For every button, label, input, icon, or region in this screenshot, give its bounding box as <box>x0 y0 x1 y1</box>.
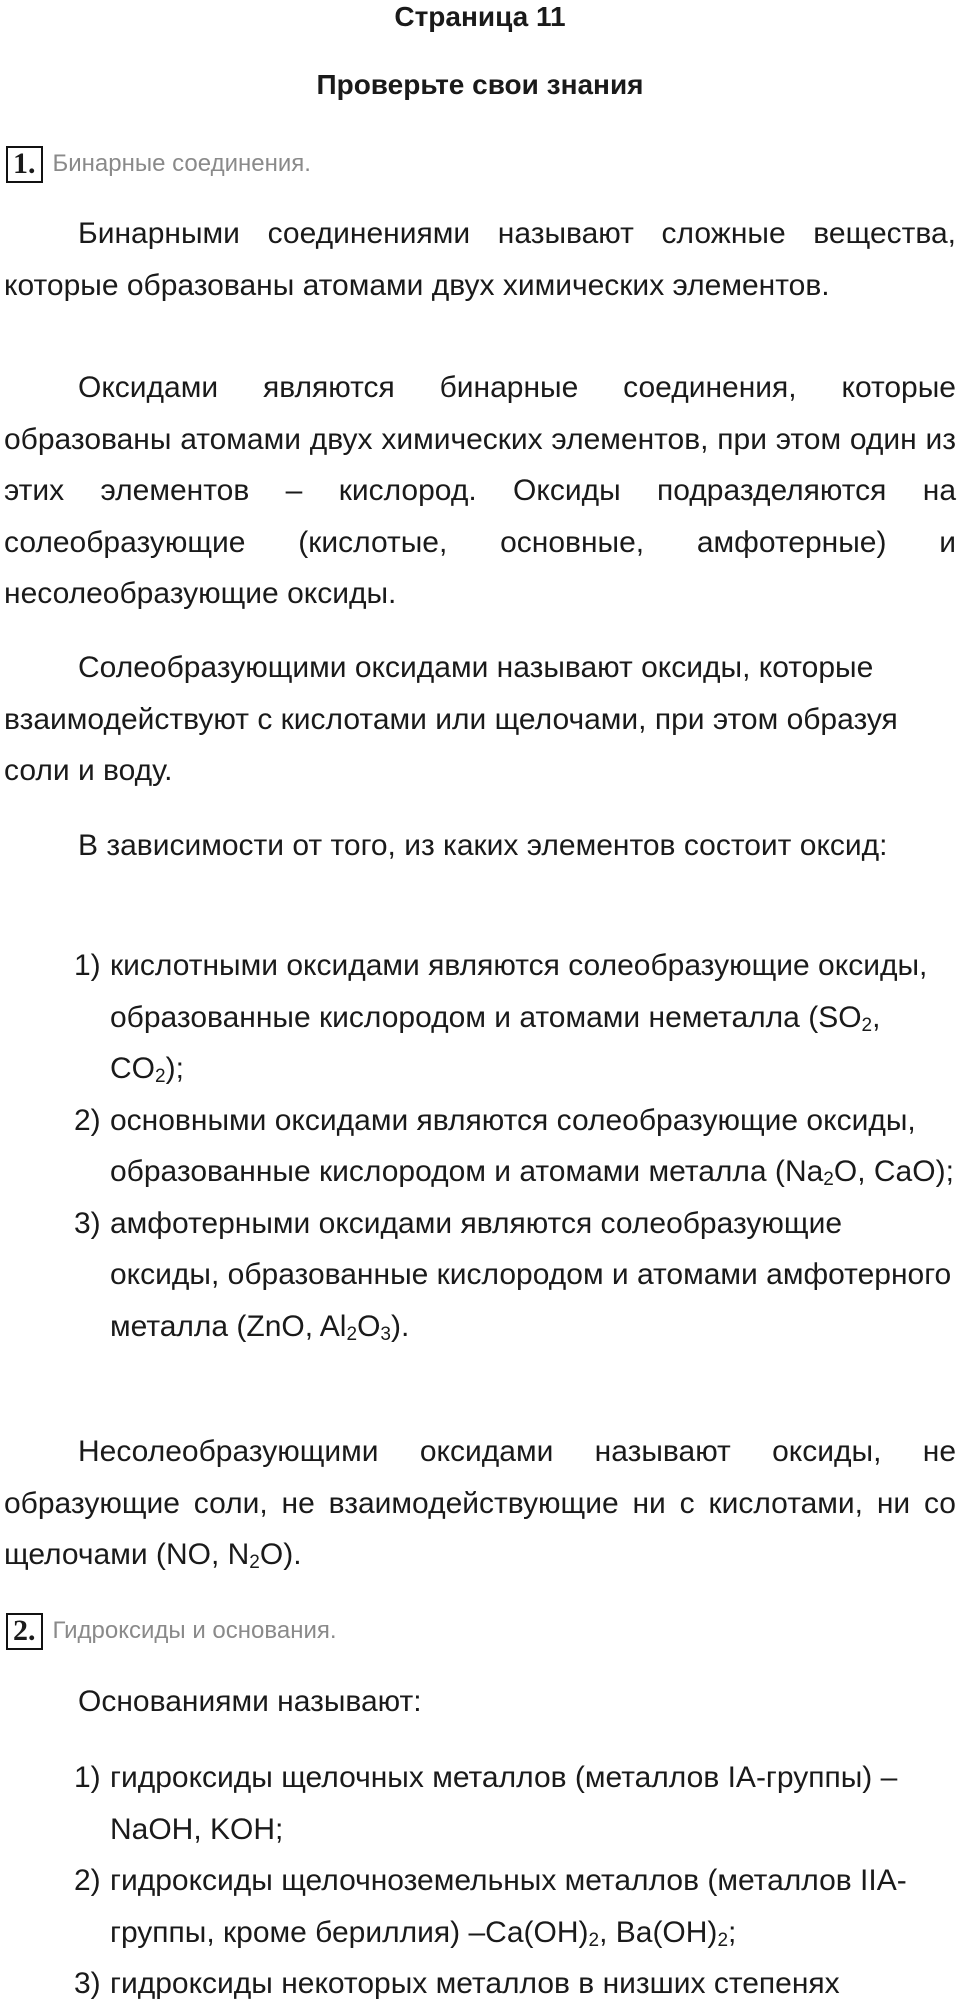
task-1-paragraph-2: Оксидами являются бинарные соединения, которые образованы атомами двух химических элементов, при этом один из этих элементов – кислород. Оксиды подразделяются на солеобразующие (кислотые, основные, амфотерные) и несолеобразующие оксиды. <box>4 371 956 610</box>
list-item: 3) гидроксиды некоторых металлов в низших степенях <box>74 1967 840 2000</box>
list-item: 1) гидроксиды щелочных металлов (металлов IA-группы) – NaOH, KOH; <box>74 1761 898 1846</box>
list-item: 2) основными оксидами являются солеобразующие оксиды, образованные кислородом и атомами металла ($Na_2O$, CaO); <box>74 1103 954 1190</box>
task-2-base-list <box>74 1752 954 2010</box>
task-1-oxide-list <box>74 940 954 1352</box>
list-item: 2) гидроксиды щелочноземельных металлов (металлов IIA-группы, кроме бериллия) $-Ca(OH)_2$, $Ba(OH)_2$; <box>74 1864 907 1951</box>
task-1-number: 1. <box>6 146 43 183</box>
task-2-paragraph-1: Основаниями называют: <box>78 1685 422 1718</box>
task-1-paragraph-1: Бинарными соединениями называют сложные вещества, которые образованы атомами двух химических элементов. <box>4 217 956 302</box>
section-title: Проверьте свои знания <box>316 69 644 100</box>
task-1-paragraph-5: Несолеобразующими оксидами называют оксиды, не образующие соли, не взаимодействующие ни с кислотами, ни со щелочами (NO, $N_2O$). <box>4 1435 956 1573</box>
task-1-caption: Бинарные соединения. <box>52 150 311 177</box>
page-title: Страница 11 <box>394 1 566 32</box>
task-1-paragraph-3: Солеобразующими оксидами называют оксиды, которые взаимодействуют с кислотами или щелочами, при этом образуя соли и воду. <box>4 651 898 787</box>
task-2-header <box>6 1613 337 1649</box>
list-item: 1) кислотными оксидами являются солеобразующие оксиды, образованные кислородом и атомами неметалла ($SO_2$, $CO_2$); <box>74 949 928 1087</box>
task-2-number: 2. <box>6 1613 43 1650</box>
task-1-header <box>6 146 311 182</box>
list-item: 3) амфотерными оксидами являются солеобразующие оксиды, образованные кислородом и атомами амфотерного металла (ZnO, $Al_2O_3$). <box>74 1206 952 1345</box>
task-2-caption: Гидроксиды и основания. <box>52 1617 337 1644</box>
task-1-paragraph-4: В зависимости от того, из каких элементов состоит оксид: <box>78 829 888 862</box>
